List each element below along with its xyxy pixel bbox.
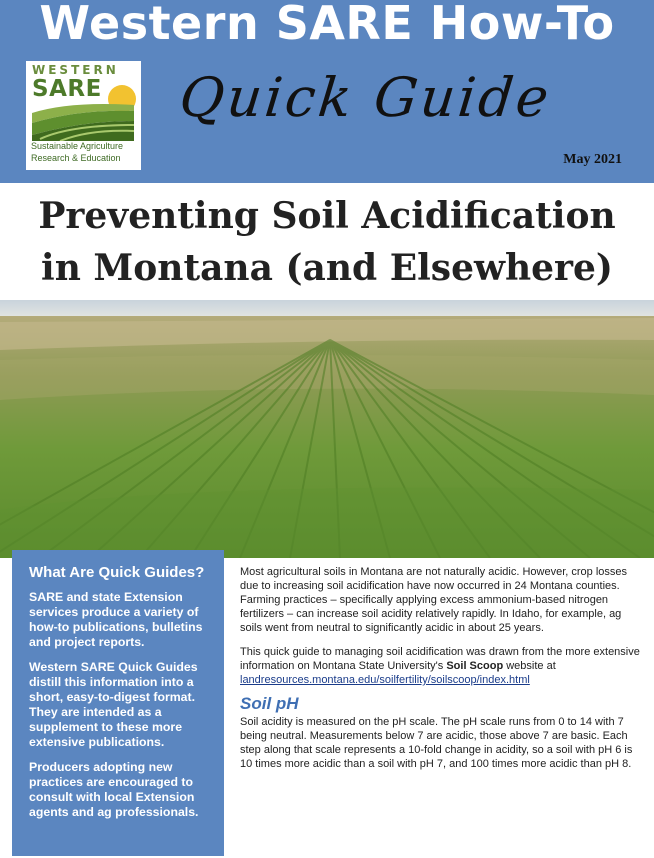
guide-paragraph <box>240 645 640 687</box>
main-content <box>240 565 640 781</box>
sidebar-paragraph-2: Western SARE Quick Guides distill this information into a short, easy-to-digest format. They are intended as a supplement to these more extensive publications. <box>29 660 198 749</box>
soil-scoop-name: Soil Scoop <box>446 660 504 672</box>
soil-ph-paragraph: Soil acidity is measured on the pH scale. The pH scale runs from 0 to 14 with 7 being neutral. Measurements below 7 are acidic, those above 7 are basic. Each step along that scale represents a 10-fold change in acidity, so a soil with pH 6 is 10 times more acidic than a soil with pH 7, and 100 times more acidic than pH 8. <box>240 716 633 770</box>
main-title-line-2: in Montana (and Elsewhere) <box>41 247 613 289</box>
logo-tagline-1: Sustainable Agriculture <box>31 141 124 151</box>
main-title <box>0 190 654 294</box>
guide-text-before: This quick guide to managing soil acidification was drawn from the more extensive information on Montana State University's <box>240 646 640 672</box>
soil-scoop-link[interactable]: landresources.montana.edu/soilfertility/soilscoop/index.html <box>240 674 530 686</box>
western-sare-logo <box>26 61 141 170</box>
publication-date: May 2021 <box>563 152 622 167</box>
wheat-field-photo <box>0 300 654 558</box>
soil-ph-heading: Soil pH <box>240 694 299 713</box>
header-title: Western SARE How-To <box>39 0 615 50</box>
logo-tagline-2: Research & Education <box>31 153 121 163</box>
logo-western-text: WESTERN <box>32 63 119 77</box>
main-title-line-1: Preventing Soil Acidification <box>38 195 616 237</box>
header-banner <box>0 0 654 183</box>
intro-paragraph: Most agricultural soils in Montana are not naturally acidic. However, crop losses due to increasing soil acidification have now occurred in 24 Montana counties. Farming practices – specifically applying excess ammonium-based nitrogen fertilizers – can increase soil acidity relatively rapidly. In Idaho, for example, ag soils went from neutral to significantly acidic in about 25 years. <box>240 566 628 634</box>
guide-text-after: website at <box>506 660 556 672</box>
sidebar-heading: What Are Quick Guides? <box>29 564 205 581</box>
quick-guide-script: Quick Guide <box>176 66 555 129</box>
field-image <box>0 300 654 558</box>
quick-guides-sidebar <box>12 550 224 856</box>
sidebar-paragraph-3: Producers adopting new practices are encouraged to consult with local Extension agents and ag professionals. <box>29 760 199 819</box>
sidebar-paragraph-1: SARE and state Extension services produce a variety of how-to publications, bulletins and project reports. <box>29 590 203 649</box>
logo-sare-text: SARE <box>32 76 102 102</box>
